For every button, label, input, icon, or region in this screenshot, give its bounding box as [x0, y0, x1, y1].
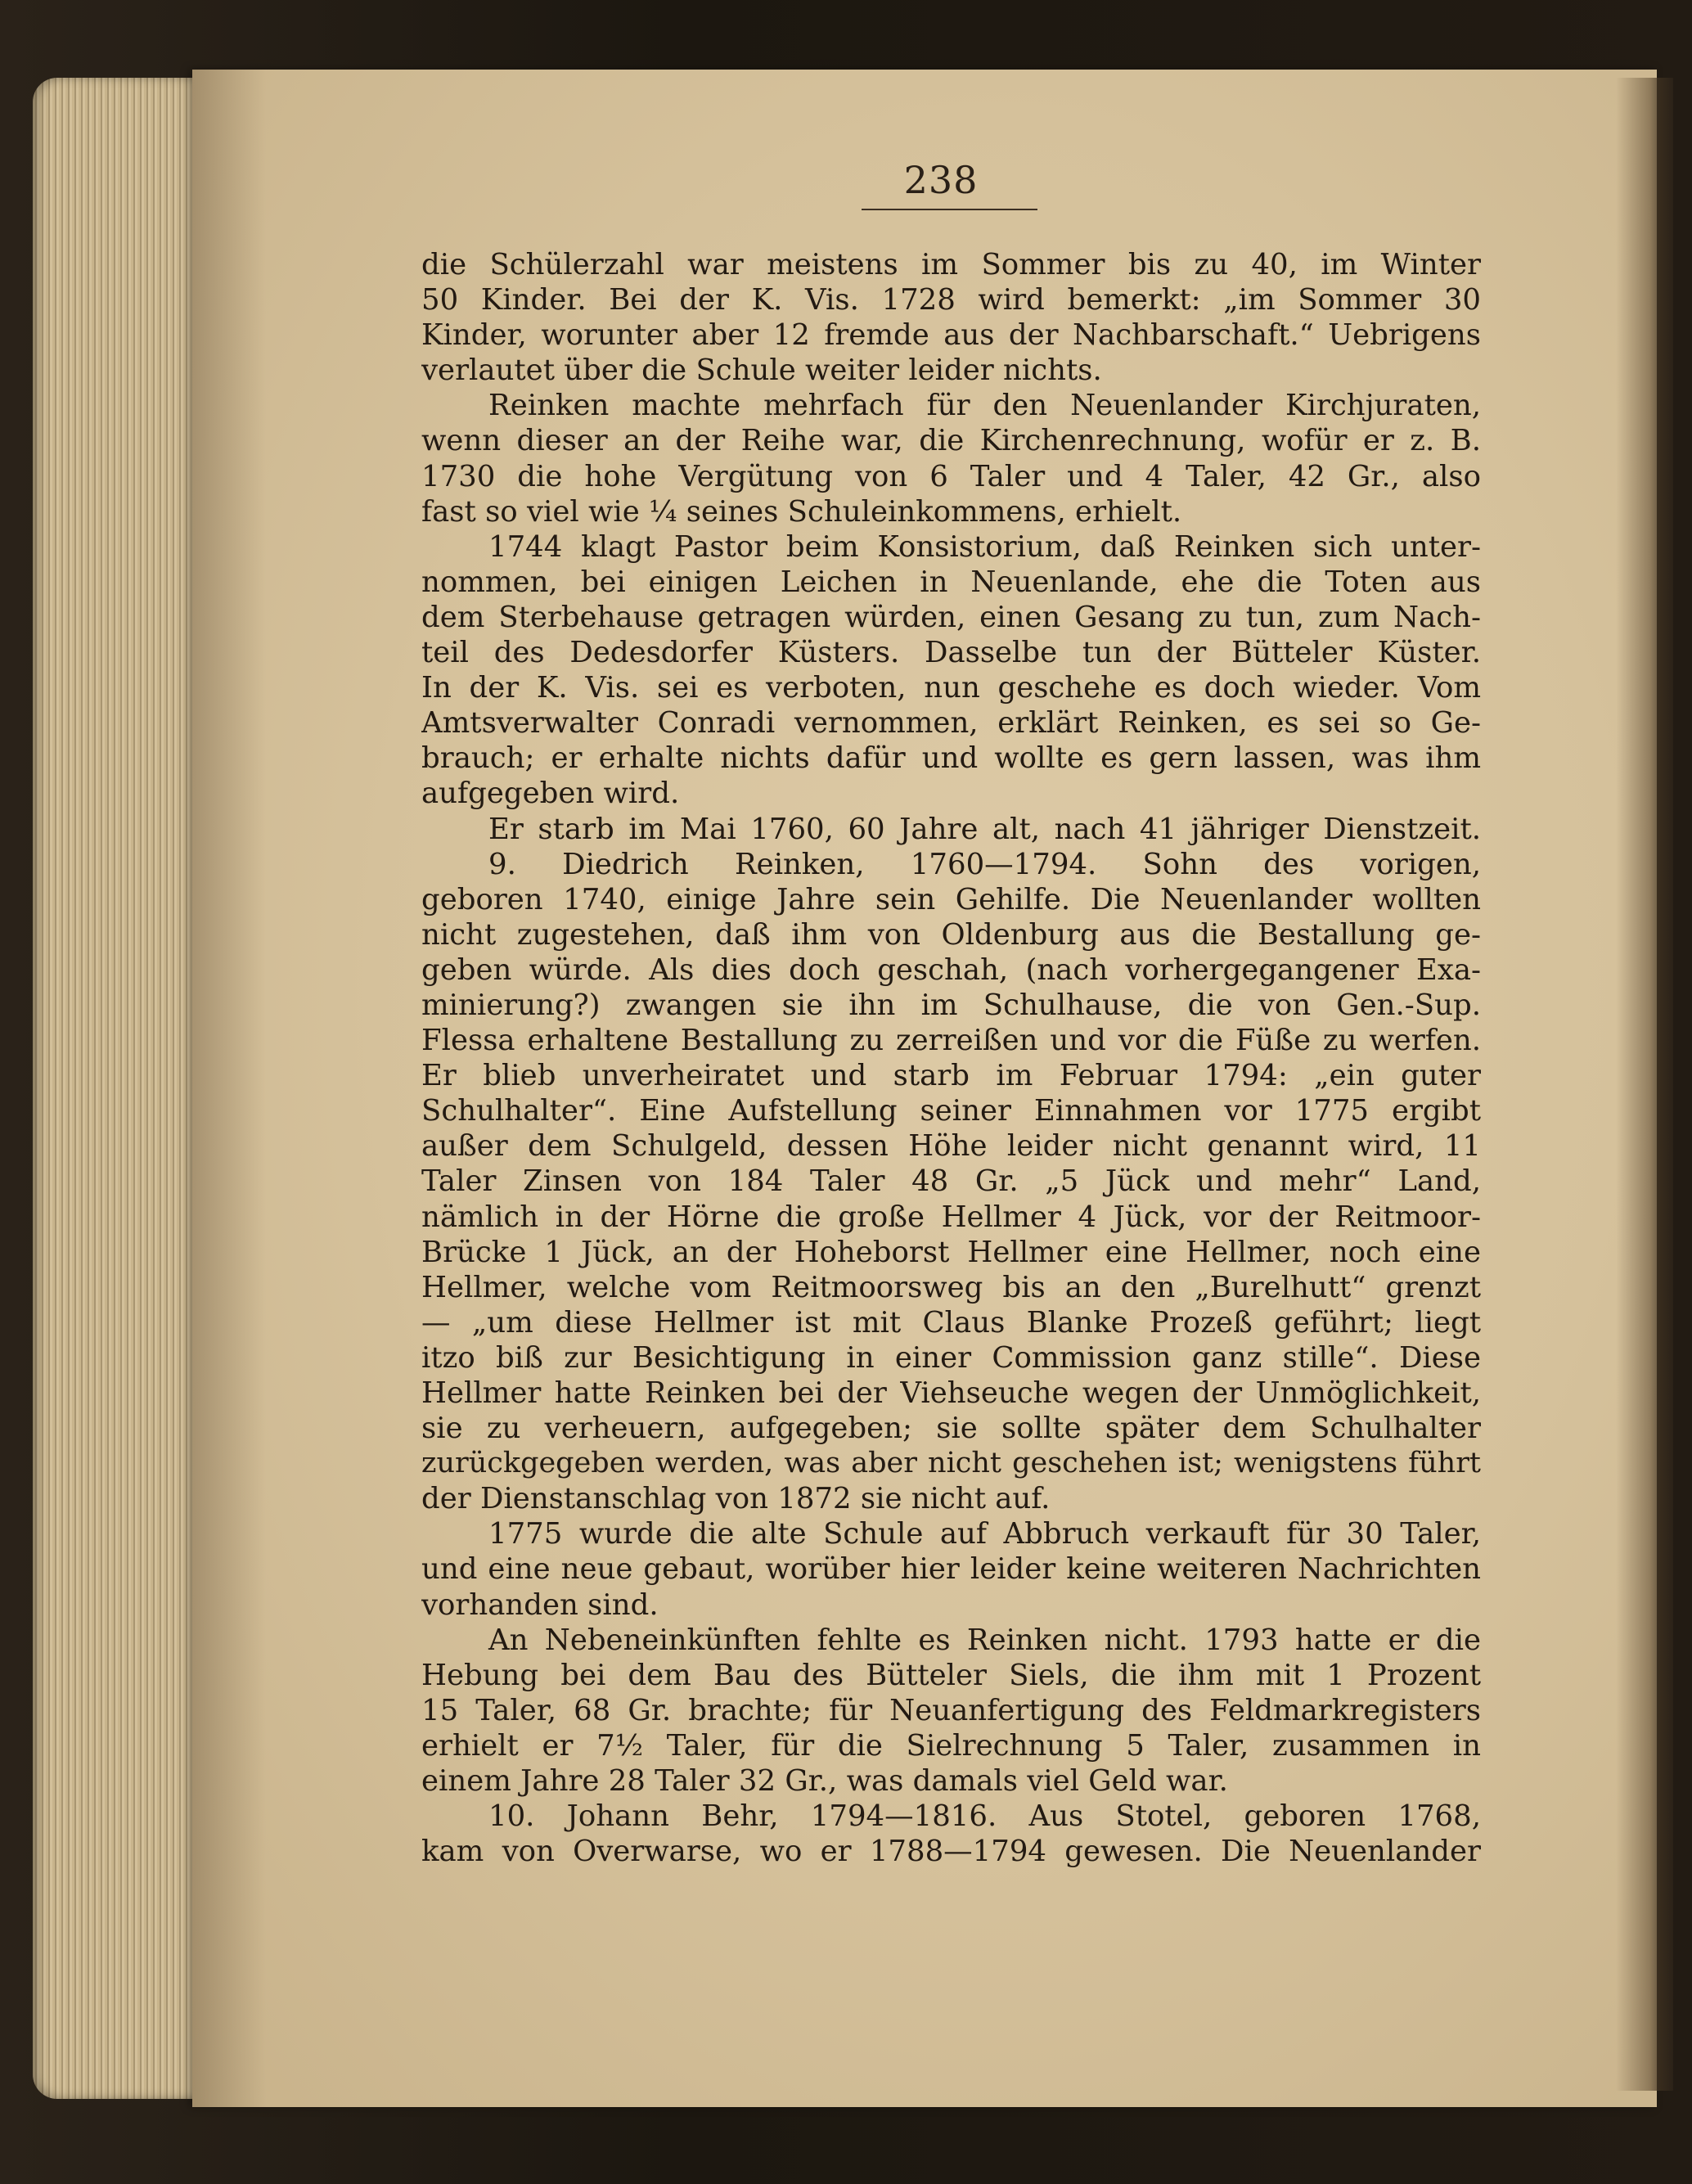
text-line: 50 Kinder. Bei der K. Vis. 1728 wird bemerkt: „im Sommer 30 — [421, 283, 1481, 317]
text-line: teil des Dedesdorfer Küsters. Dasselbe tun der Bütteler Küster. — [421, 636, 1481, 670]
text-line: Hellmer, welche vom Reitmoorsweg bis an den „Burelhutt“ grenzt — [421, 1270, 1481, 1304]
text-line: einem Jahre 28 Taler 32 Gr., was damals viel Geld war. — [421, 1764, 1228, 1799]
text-line: aufgegeben wird. — [421, 777, 680, 811]
text-line: zurückgegeben werden, was aber nicht geschehen ist; wenigstens führt — [421, 1447, 1481, 1480]
text-line: brauch; er erhalte nichts dafür und wollte es gern lassen, was ihm — [421, 741, 1481, 776]
text-line: Amtsverwalter Conradi vernommen, erklärt Reinken, es sei so Ge- — [421, 706, 1481, 741]
text-line: Schulhalter“. Eine Aufstellung seiner Einnahmen vor 1775 ergibt — [421, 1094, 1481, 1128]
text-line: sie zu verheuern, aufgegeben; sie sollte später dem Schulhalter — [421, 1412, 1481, 1446]
header-rule — [862, 209, 1037, 210]
text-line: außer dem Schulgeld, dessen Höhe leider nicht genannt wird, 11 — [421, 1129, 1481, 1164]
page-shadow — [192, 70, 266, 2107]
text-line: 10. Johann Behr, 1794—1816. Aus Stotel, geboren 1768, — [488, 1799, 1481, 1834]
text-line: Hebung bei dem Bau des Bütteler Siels, die ihm mit 1 Prozent — [421, 1658, 1481, 1692]
text-line: minierung?) zwangen sie ihn im Schulhause, die von Gen.-Sup. — [421, 988, 1481, 1022]
text-line: — „um diese Hellmer ist mit Claus Blanke Prozeß geführt; liegt — [421, 1305, 1481, 1340]
text-line: nämlich in der Hörne die große Hellmer 4 Jück, vor der Reitmoor- — [421, 1200, 1481, 1234]
text-line: Er starb im Mai 1760, 60 Jahre alt, nach 41 jähriger Dienstzeit. — [488, 812, 1481, 846]
text-line: 1775 wurde die alte Schule auf Abbruch verkauft für 30 Taler, — [488, 1517, 1481, 1551]
text-line: Brücke 1 Jück, an der Hoheborst Hellmer eine Hellmer, noch eine — [421, 1235, 1481, 1269]
text-line: nommen, bei einigen Leichen in Neuenlande, ehe die Toten aus — [421, 565, 1481, 599]
text-line: geboren 1740, einige Jahre sein Gehilfe. Die Neuenlander wollten — [421, 882, 1481, 916]
text-line: 15 Taler, 68 Gr. brachte; für Neuanfertigung des Feldmarkregisters — [421, 1693, 1481, 1727]
text-line: 9. Diedrich Reinken, 1760—1794. Sohn des vorigen, — [488, 847, 1481, 881]
text-line: vorhanden sind. — [421, 1587, 659, 1622]
text-line: kam von Overwarse, wo er 1788—1794 gewesen. Die Neuenlander — [421, 1835, 1481, 1869]
text-line: An Nebeneinkünften fehlte es Reinken nicht. 1793 hatte er die — [488, 1623, 1481, 1657]
text-line: nicht zugestehen, daß ihm von Oldenburg aus die Bestallung ge- — [421, 917, 1481, 952]
binding-gutter — [1616, 78, 1673, 2091]
text-line: und eine neue gebaut, worüber hier leider keine weiteren Nachrichten — [421, 1552, 1481, 1587]
text-line: In der K. Vis. sei es verboten, nun geschehe es doch wieder. Vom — [421, 671, 1481, 705]
page-number: 238 — [903, 158, 979, 202]
text-line: verlautet über die Schule weiter leider nichts. — [421, 353, 1102, 388]
text-line: 1744 klagt Pastor beim Konsistorium, daß Reinken sich unter- — [488, 529, 1481, 564]
text-line: erhielt er 7½ Taler, für die Sielrechnung 5 Taler, zusammen in — [421, 1728, 1481, 1763]
text-line: Flessa erhaltene Bestallung zu zerreißen und vor die Füße zu werfen. — [421, 1024, 1481, 1058]
text-line: der Dienstanschlag von 1872 sie nicht auf. — [421, 1482, 1051, 1516]
text-line: Hellmer hatte Reinken bei der Viehseuche wegen der Unmöglichkeit, — [421, 1376, 1481, 1410]
text-line: wenn dieser an der Reihe war, die Kirchenrechnung, wofür er z. B. — [421, 424, 1481, 458]
text-line: fast so viel wie ¼ seines Schuleinkommens, erhielt. — [421, 494, 1182, 529]
text-line: Taler Zinsen von 184 Taler 48 Gr. „5 Jück und mehr“ Land, — [421, 1164, 1481, 1199]
text-line: die Schülerzahl war meistens im Sommer bis zu 40, im Winter — [421, 248, 1481, 281]
page-body-text — [421, 247, 1481, 1869]
text-line: Reinken machte mehrfach für den Neuenlander Kirchjuraten, — [488, 389, 1481, 423]
page-edges — [33, 78, 213, 2099]
text-line: dem Sterbehause getragen würden, einen Gesang zu tun, zum Nach- — [421, 600, 1481, 634]
text-line: itzo biß zur Besichtigung in einer Commission ganz stille“. Diese — [421, 1340, 1481, 1375]
text-line: Kinder, worunter aber 12 fremde aus der Nachbarschaft.“ Uebrigens — [421, 318, 1481, 353]
text-line: Er blieb unverheiratet und starb im Februar 1794: „ein guter — [421, 1059, 1481, 1093]
text-line: 1730 die hohe Vergütung von 6 Taler und 4 Taler, 42 Gr., also — [421, 459, 1481, 493]
text-line: geben würde. Als dies doch geschah, (nach vorhergegangener Exa- — [421, 952, 1481, 987]
